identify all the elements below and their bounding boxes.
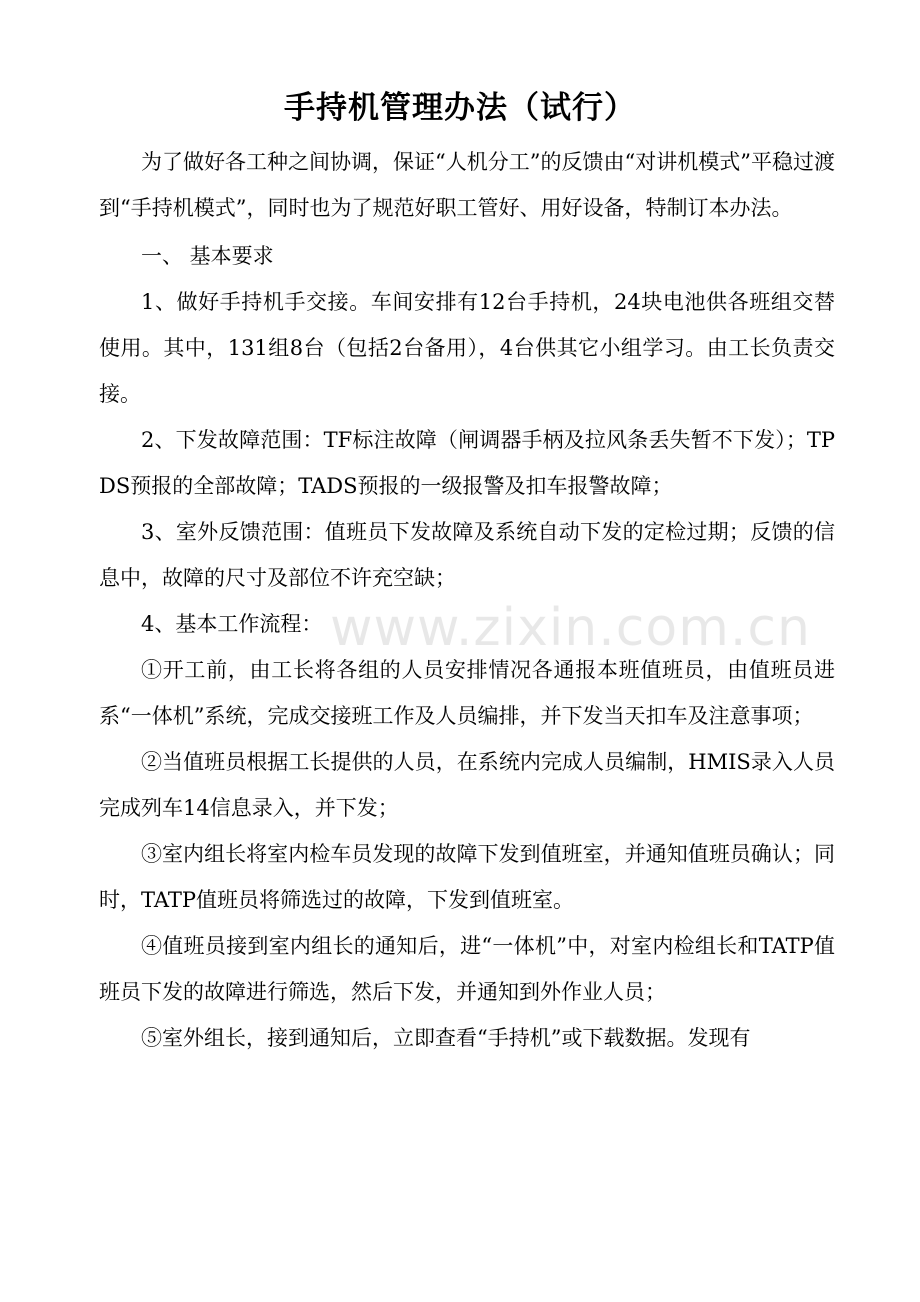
paragraph-step-2: ②当值班员根据工长提供的人员，在系统内完成人员编制，HMIS录入人员完成列车14信息录入，并下发；	[99, 750, 835, 820]
paragraph-step-5: ⑤室外组长，接到通知后，立即查看“手持机”或下载数据。发现有	[141, 1026, 751, 1050]
paragraph-item-4-workflow: 4、基本工作流程：	[141, 612, 323, 636]
section-heading-basic-requirements: 一、 基本要求	[141, 244, 274, 268]
paragraph-step-3: ③室内组长将室内检车员发现的故障下发到值班室，并通知值班员确认；同时，TATP值班员将筛选过的故障，下发到值班室。	[99, 842, 835, 912]
paragraph-intro: 为了做好各工种之间协调，保证“人机分工”的反馈由“对讲机模式”平稳过渡到“手持机模式”，同时也为了规范好职工管好、用好设备，特制订本办法。	[99, 150, 835, 220]
document-body	[99, 139, 835, 1061]
paragraph-step-4: ④值班员接到室内组长的通知后，进“一体机”中，对室内检组长和TATP值班员下发的故障进行筛选，然后下发，并通知到外作业人员；	[99, 934, 835, 1004]
paragraph-item-3-feedback-scope: 3、室外反馈范围：值班员下发故障及系统自动下发的定检过期；反馈的信息中，故障的尺寸及部位不许充空缺；	[99, 520, 835, 590]
paragraph-item-2-fault-scope: 2、下发故障范围：TF标注故障（闸调器手柄及拉风条丢失暂不下发）；TPDS预报的全部故障；TADS预报的一级报警及扣车报警故障；	[99, 428, 835, 498]
paragraph-step-1: ①开工前，由工长将各组的人员安排情况各通报本班值班员，由值班员进系“一体机”系统，完成交接班工作及人员编排，并下发当天扣车及注意事项；	[99, 658, 835, 728]
paragraph-item-1-handover: 1、做好手持机手交接。车间安排有12台手持机，24块电池供各班组交替使用。其中，131组8台（包括2台备用），4台供其它小组学习。由工长负责交接。	[99, 290, 835, 406]
watermark-text: www.zixin.com.cn	[330, 598, 811, 658]
document-title: 手持机管理办法（试行）	[284, 90, 636, 126]
